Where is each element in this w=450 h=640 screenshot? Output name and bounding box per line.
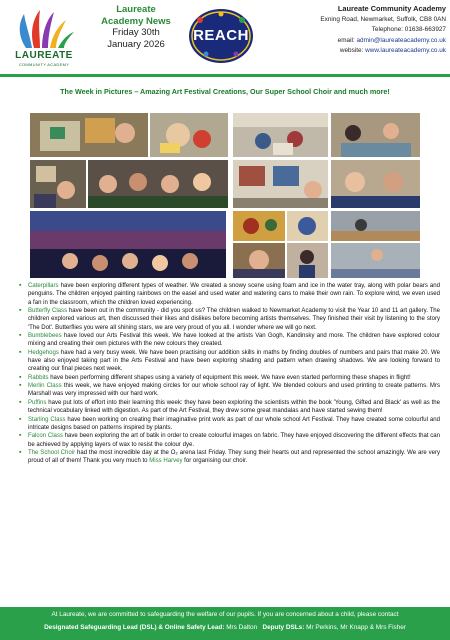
safeguarding-statement: At Laureate, we are committed to safeguarding the welfare of our pupils. If you are concerned about a child, please contact — [51, 611, 399, 618]
school-address: Exning Road, Newmarket, Suffolk, CB8 0AN — [320, 15, 446, 23]
deputy-dsl-label: Deputy DSLs: — [262, 624, 305, 631]
photo-printing-patterns — [287, 211, 328, 241]
item-text: have put lots of effort into their learning this week: they have been exploring the scientists within the book 'Young, Gifted and Black' as well as the technical vocabulary linked with digestion. As part of the Art Festival, they drew some great mandalas and have started sewing them! — [28, 399, 440, 415]
class-name: The School Choir — [28, 449, 76, 456]
class-name: Puffins — [28, 399, 47, 406]
headline: The Week in Pictures – Amazing Art Festival Creations, Our Super School Choir and much more! — [60, 87, 390, 96]
safeguarding-footer — [0, 607, 450, 640]
telephone-value: 01638-663927 — [404, 26, 446, 34]
bullet-icon: ▪ — [19, 432, 22, 440]
website-label: website: — [339, 47, 364, 55]
photo-classroom-art — [233, 113, 328, 157]
header-divider — [0, 74, 450, 77]
dsl-label: Designated Safeguarding Lead (DSL) & Online Safety Lead: — [44, 624, 225, 631]
bullet-icon: ▪ — [19, 398, 22, 406]
item-text: had the most incredible day at the O₂ arena last Friday. They sung their hearts out and represented the school amazingly. We are very proud of all of them! Thank you very much to — [28, 449, 440, 465]
telephone-row — [270, 25, 446, 36]
news-item-caterpillars — [19, 282, 440, 307]
news-item-falcon — [19, 432, 440, 449]
class-name: Merlin Class — [28, 383, 62, 390]
bullet-icon: ▪ — [19, 415, 22, 423]
bullet-icon: ▪ — [19, 282, 22, 289]
news-title-line2: Academy News — [101, 15, 171, 27]
logo-subtitle: COMMUNITY ACADEMY — [18, 62, 70, 67]
logo-name: LAUREATE — [15, 50, 73, 61]
email-row — [270, 36, 446, 47]
header — [0, 0, 450, 76]
class-name: Butterfly Class — [28, 308, 68, 315]
photo-sports-hall — [331, 211, 420, 241]
news-item-rabbits — [19, 373, 440, 382]
photo-gallery-visit — [233, 160, 328, 208]
photo-batik-fabric — [233, 211, 285, 241]
photo-art-gallery — [30, 160, 86, 208]
class-name: Falcon Class — [28, 433, 63, 440]
photo-children-drawing — [331, 113, 420, 157]
news-item-merlin — [19, 382, 440, 399]
dsl-name: Mrs Dalton — [224, 624, 258, 631]
photo-mandala-sewing — [233, 243, 285, 278]
flame-logo-icon — [8, 6, 80, 52]
news-item-puffins — [19, 398, 440, 416]
photo-gymnastics — [331, 243, 420, 278]
item-text: have been out in the community - did you spot us? The children walked to Newmarket Academy to visit the Year 10 and 11 art gallery. The children explored various art, then discussed their likes and dislikes before becoming artists themselves. They finished their visit by listening to the story 'The Dot'. Butterflies you were all shining stars, we are very proud of you all. I wonder where we will go next. — [28, 308, 440, 331]
class-name: Starling Class — [28, 416, 66, 423]
item-text: have been performing different shapes using a variety of equipment this week. We have even started performing these shapes in flight! — [48, 374, 411, 381]
website-row — [270, 46, 446, 57]
class-name: Bumblebees — [28, 333, 62, 340]
safeguarding-contacts — [0, 624, 450, 631]
bullet-icon: ▪ — [19, 348, 22, 356]
item-text-tail: for organising our choir. — [182, 458, 248, 465]
item-text: this week, we have enjoyed making circles for our whole school ray of light. We blended colours and used printing to create patterns. Mrs Marshall was very impressed with our hard work. — [28, 383, 440, 398]
choir-leader-name: Miss Harvey — [149, 458, 183, 465]
photo-choir-o2-arena — [30, 211, 226, 278]
news-title-line1: Laureate — [116, 4, 156, 15]
email-link[interactable]: admin@laureateacademy.co.uk — [356, 36, 446, 44]
contact-block — [270, 4, 446, 57]
item-text: have been exploring the art of batik in order to create colourful images on fabric. They have enjoyed discovering the different effects that can be achieved by applying layers of wax to resist the colour dye. — [28, 433, 440, 448]
bullet-icon: ▪ — [19, 448, 22, 456]
reach-word: REACH — [193, 27, 249, 44]
bullet-icon: ▪ — [19, 332, 22, 340]
item-text: have had a very busy week. We have been practising our addition skills in maths by finding doubles of numbers and pairs that make 20. We have also enjoyed taking part in the Arts Festival and have been exploring shading and pattern when drawing shadows. We are looking forward to creating our final pieces next week. — [28, 349, 440, 373]
photo-shape-performing — [287, 243, 328, 278]
school-logo — [8, 6, 80, 70]
news-item-bumblebees — [19, 332, 440, 349]
news-item-hedgehogs — [19, 348, 440, 374]
photo-children-group — [88, 160, 228, 208]
item-text: have loved our Arts Festival this week. We have looked at the artists Van Gogh, Kandinsky and more. The children have explored colour mixing and creating their own pictures with the new colours they created. — [28, 333, 440, 348]
news-item-starling — [19, 415, 440, 433]
class-name: Rabbits — [28, 374, 49, 381]
photo-children-smiling — [331, 160, 420, 208]
reach-logo — [188, 8, 254, 64]
news-date-line1: Friday 30th — [112, 27, 160, 38]
class-name: Caterpillars — [28, 283, 59, 289]
news-item-butterfly — [19, 307, 440, 332]
photo-colour-mixing — [150, 113, 228, 157]
bullet-icon: ▪ — [19, 373, 22, 381]
news-item-choir — [19, 448, 440, 466]
deputy-dsl-names: Mr Perkins, Mr Knapp & Mrs Fisher — [304, 624, 406, 631]
telephone-label: Telephone: — [371, 26, 403, 34]
school-name: Laureate Community Academy — [337, 4, 446, 13]
bullet-icon: ▪ — [19, 307, 22, 315]
email-label: email: — [337, 36, 355, 44]
item-text: have been exploring different types of weather. We created a snowy scene using foam and ice in the water tray, along with polar bears and penguins. The children enjoyed painting rainbows on the easel and used water and watering cans to make their own rain. To explore wind, we even used a fan in the classroom, which the children loved experiencing. — [28, 283, 440, 306]
class-name: Hedgehogs — [28, 349, 59, 356]
photo-painting-table — [30, 113, 148, 157]
news-body — [19, 282, 440, 466]
bullet-icon: ▪ — [19, 382, 22, 390]
news-info — [88, 4, 184, 50]
website-link[interactable]: www.laureateacademy.co.uk — [365, 47, 446, 55]
news-date-line2: January 2026 — [107, 38, 165, 50]
item-text: have been working on creating their imaginative print work as part of our whole school Art Festival. They have created some colourful and intricate designs based on patterns inspired by plants. — [28, 416, 440, 431]
